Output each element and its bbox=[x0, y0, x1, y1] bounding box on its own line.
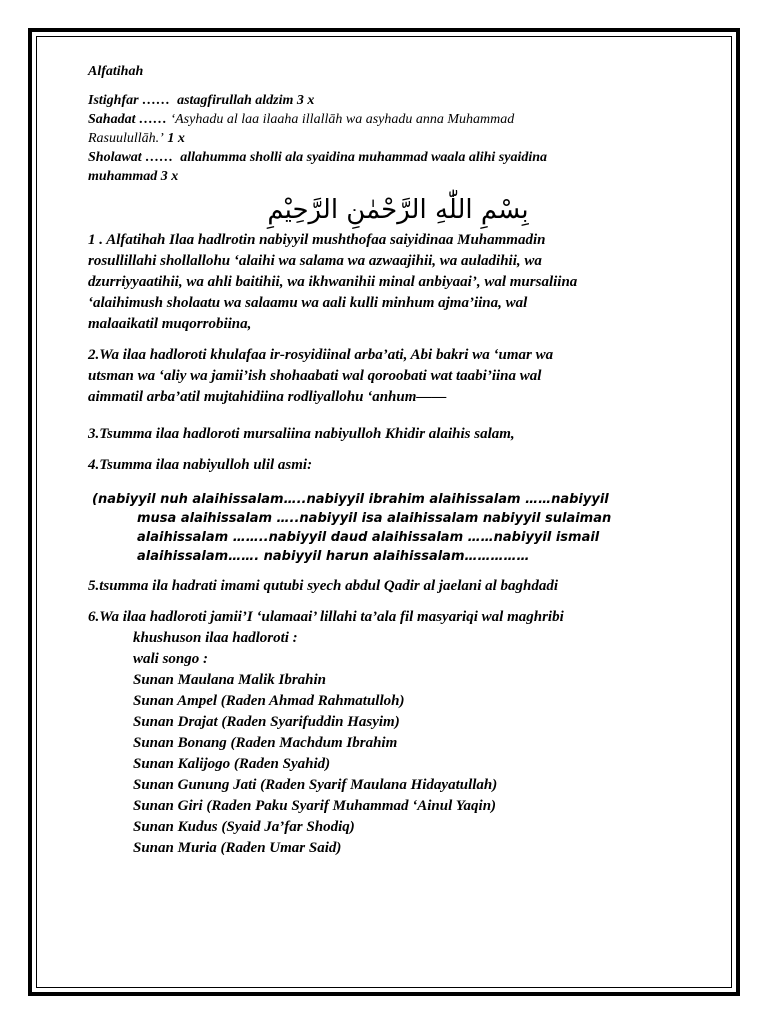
sahadat-line bbox=[88, 110, 668, 148]
istighfar-text: astagfirullah aldzim 3 x bbox=[177, 93, 315, 108]
wali-item: Sunan Gunung Jati (Raden Syarif Maulana Hidayatullah) bbox=[133, 777, 498, 793]
section-6 bbox=[88, 607, 668, 859]
prophet-list-line: (nabiyyil nuh alaihissalam…..nabiyyil ibrahim alaihissalam ……nabiyyil bbox=[92, 492, 609, 507]
sholawat-text-2: muhammad 3 x bbox=[88, 169, 179, 184]
section-1-line: ‘alaihimush sholaatu wa salaamu wa aali kulli minhum ajma’iina, wal bbox=[88, 295, 528, 311]
sahadat-count: 1 x bbox=[167, 131, 185, 146]
section-1-line: 1 . Alfatihah Ilaa hadlrotin nabiyyil mushthofaa saiyidinaa Muhammadin bbox=[88, 232, 546, 248]
section-1 bbox=[88, 230, 668, 335]
sholawat-label: Sholawat …… bbox=[88, 150, 174, 165]
istighfar-line bbox=[88, 91, 668, 110]
wali-heading: wali songo : bbox=[133, 651, 209, 667]
section-6-line: 6.Wa ilaa hadloroti jamii’I ‘ulamaai’ lillahi ta’ala fil masyariqi wal maghribi bbox=[88, 609, 564, 625]
sahadat-text-2: Rasuulullāh.’ bbox=[88, 131, 164, 146]
section-2-line: aimmatil arba’atil mujtahidiina rodliyallohu ‘anhum—— bbox=[88, 389, 447, 405]
document-body bbox=[88, 62, 668, 859]
section-2-line: 2.Wa ilaa hadloroti khulafaa ir-rosyidiinal arba’ati, Abi bakri wa ‘umar wa bbox=[88, 347, 554, 363]
section-4-list bbox=[88, 490, 668, 566]
wali-item: Sunan Maulana Malik Ibrahin bbox=[133, 672, 327, 688]
istighfar-label: Istighfar …… bbox=[88, 93, 171, 108]
wali-item: Sunan Drajat (Raden Syarifuddin Hasyim) bbox=[133, 714, 400, 730]
prophet-list-line: alaihissalam……. nabiyyil harun alaihissalam…………… bbox=[137, 549, 530, 564]
prophet-list-line: alaihissalam ……..nabiyyil daud alaihissalam ……nabiyyil ismail bbox=[137, 530, 600, 545]
sahadat-label: Sahadat …… bbox=[88, 112, 167, 127]
prophet-list-line: musa alaihissalam …..nabiyyil isa alaihissalam nabiyyil sulaiman bbox=[137, 511, 612, 526]
section-4: 4.Tsumma ilaa nabiyulloh ulil asmi: bbox=[88, 457, 313, 473]
section-1-line: malaaikatil muqorrobiina, bbox=[88, 316, 252, 332]
wali-item: Sunan Kudus (Syaid Ja’far Shodiq) bbox=[133, 819, 355, 835]
wali-item: Sunan Muria (Raden Umar Said) bbox=[133, 840, 342, 856]
section-1-line: dzurriyyaatihii, wa ahli baitihii, wa ikhwanihii minal anbiyaai’, wal mursaliina bbox=[88, 274, 578, 290]
section-3: 3.Tsumma ilaa hadloroti mursaliina nabiyulloh Khidir alaihis salam, bbox=[88, 426, 515, 442]
section-2-line: utsman wa ‘aliy wa jamii’ish shohaabati wal qoroobati wat taabi’iina wal bbox=[88, 368, 542, 384]
sholawat-text-1: allahumma sholli ala syaidina muhammad waala alihi syaidina bbox=[180, 150, 548, 165]
wali-item: Sunan Bonang (Raden Machdum Ibrahim bbox=[133, 735, 398, 751]
sahadat-text-1: ‘Asyhadu al laa ilaaha illallāh wa asyhadu anna Muhammad bbox=[170, 112, 515, 127]
section-6-line: khushuson ilaa hadloroti : bbox=[133, 630, 298, 646]
wali-item: Sunan Ampel (Raden Ahmad Rahmatulloh) bbox=[133, 693, 405, 709]
document-title: Alfatihah bbox=[88, 64, 144, 79]
wali-item: Sunan Kalijogo (Raden Syahid) bbox=[133, 756, 331, 772]
section-2 bbox=[88, 345, 668, 408]
section-1-line: rosullillahi shollallohu ‘alaihi wa salama wa azwaajihii, wa auladihii, wa bbox=[88, 253, 542, 269]
basmala: بِسْمِ اللّٰهِ الرَّحْمٰنِ الرَّحِيْمِ bbox=[267, 195, 529, 225]
sholawat-line bbox=[88, 148, 668, 186]
section-5: 5.tsumma ila hadrati imami qutubi syech abdul Qadir al jaelani al baghdadi bbox=[88, 578, 559, 594]
wali-item: Sunan Giri (Raden Paku Syarif Muhammad ‘Ainul Yaqin) bbox=[133, 798, 497, 814]
